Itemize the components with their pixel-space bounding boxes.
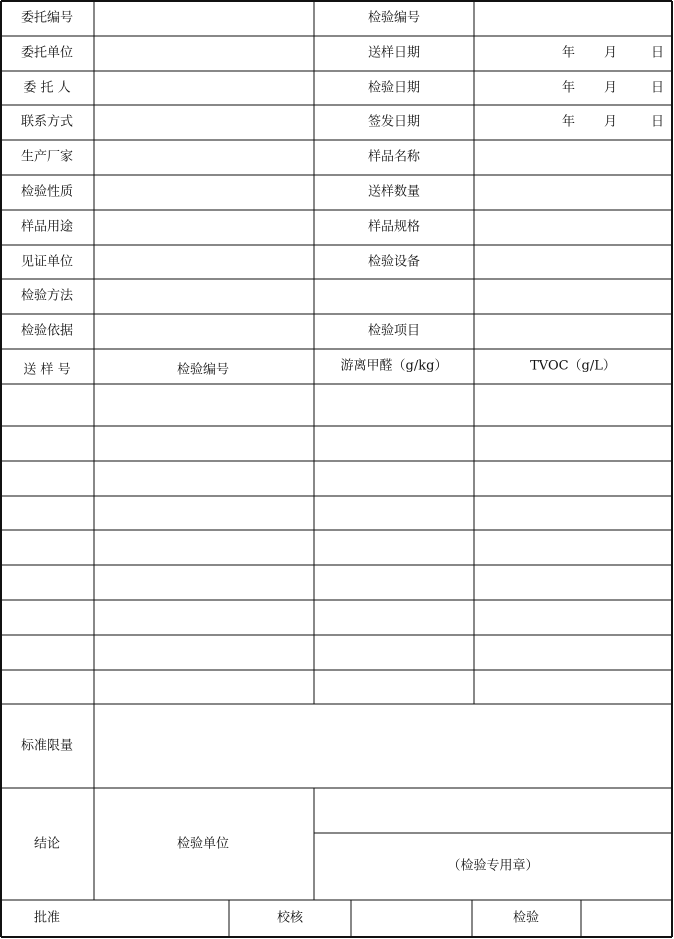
day-mark: 日 xyxy=(650,45,664,61)
label-inspection-nature: 检验性质 xyxy=(20,184,74,200)
label-inspection-no: 检验编号 xyxy=(367,10,421,26)
day-mark: 日 xyxy=(650,114,664,130)
label-delivery-qty: 送样数量 xyxy=(367,184,421,200)
label-client-person: 委 托 人 xyxy=(23,80,71,96)
label-sample-use: 样品用途 xyxy=(20,219,74,235)
year-mark: 年 xyxy=(561,80,575,96)
conclusion-label: 结论 xyxy=(33,836,61,852)
month-mark: 月 xyxy=(603,114,617,130)
label-issue-date: 签发日期 xyxy=(367,114,421,130)
label-client-unit: 委托单位 xyxy=(20,45,74,61)
label-sample-spec: 样品规格 xyxy=(367,219,421,235)
month-mark: 月 xyxy=(603,80,617,96)
label-inspection-date: 检验日期 xyxy=(367,80,421,96)
label-inspection-equipment: 检验设备 xyxy=(367,254,421,270)
inspection-date-field[interactable] xyxy=(474,82,664,95)
label-client-no: 委托编号 xyxy=(20,10,74,26)
inspect-label: 检验 xyxy=(512,910,540,926)
day-mark: 日 xyxy=(650,80,664,96)
column-header-formaldehyde: 游离甲醛（g/kg） xyxy=(340,358,448,374)
inspection-unit-label: 检验单位 xyxy=(176,836,230,852)
label-inspection-item: 检验项目 xyxy=(367,323,421,339)
approve-label: 批准 xyxy=(33,910,61,926)
column-header-sample-no: 送 样 号 xyxy=(23,362,71,378)
label-sample-name: 样品名称 xyxy=(367,149,421,165)
label-inspection-method: 检验方法 xyxy=(20,288,74,304)
label-delivery-date: 送样日期 xyxy=(367,45,421,61)
label-contact: 联系方式 xyxy=(20,114,74,130)
standard-limit-label: 标准限量 xyxy=(20,738,74,754)
year-mark: 年 xyxy=(561,114,575,130)
label-manufacturer: 生产厂家 xyxy=(20,149,74,165)
label-inspection-basis: 检验依据 xyxy=(20,323,74,339)
month-mark: 月 xyxy=(603,45,617,61)
issue-date-field[interactable] xyxy=(474,116,664,129)
column-header-inspection-no: 检验编号 xyxy=(176,362,230,378)
year-mark: 年 xyxy=(561,45,575,61)
delivery-date-field[interactable] xyxy=(474,47,664,60)
column-header-tvoc: TVOC（g/L） xyxy=(530,358,616,374)
review-label: 校核 xyxy=(276,910,304,926)
seal-note: （检验专用章） xyxy=(447,858,539,874)
label-witness-unit: 见证单位 xyxy=(20,254,74,270)
